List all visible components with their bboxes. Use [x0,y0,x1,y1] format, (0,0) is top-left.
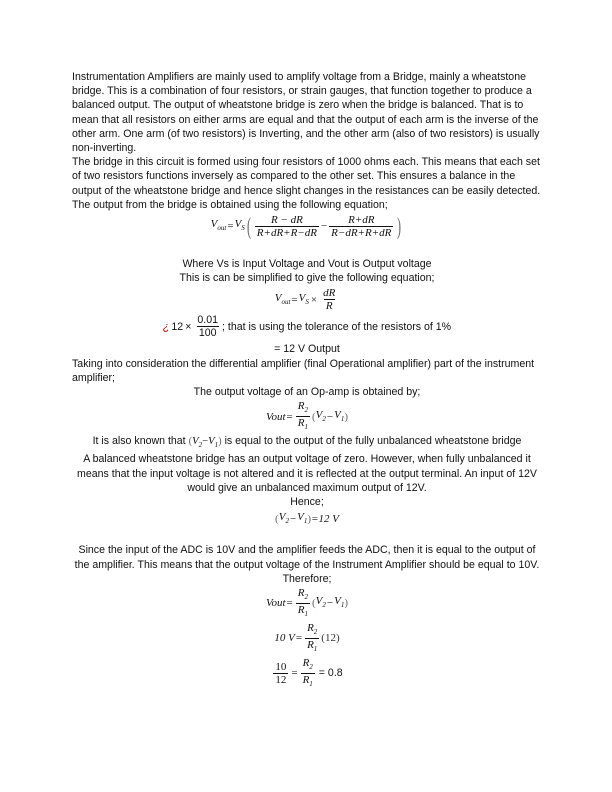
simplified-line: This is can be simplified to give the following equation; [179,272,435,285]
where-line: Where Vs is Input Voltage and Vout is Output voltage [182,258,432,271]
hence-line: Hence; [290,496,324,509]
output-12v: = 12 V Output [274,343,340,356]
ratio-equation: $\frac{10}{12}$ = $\frac{R_2}{R_1}$ = 0.8 [275,657,343,689]
intro-paragraph: Instrumentation Amplifiers are mainly used to amplify voltage from a Bridge, mainly a wheatstone bridge. This is a combination of four resistors, or strain gauges, that function together to produce a balanced output. The output of wheatstone bridge is zero when the bridge is balanced. That is to mean that all resistors on either arms are equal and that the output of each arm is the inverse of the other arm. One arm (of two resistors) is Inverting, and the other arm (also of two resistors) is usually non-inverting. [72,71,540,155]
tolerance-line: ¿ 12 × $\frac{0.01}{100}$ ; that is using the tolerance of the resistors of 1% [162,314,452,340]
simplified-equation: $V_{out}$ = $V_S$ × $\frac{dR}{R}$ [274,287,336,313]
difference-equation: ( $V_2$ − $V_1$ ) =12 V [275,511,339,526]
bridge-output-equation: $V_{out}$ = $V_S$ ( $\frac{R - dR}{R+dR+R-dR}$ − $\frac{R+dR}{R-dR+R+dR}$ ) [210,213,402,240]
bridge-paragraph: The bridge in this circuit is formed using four resistors of 1000 ohms each. This means that each set of two resistors functions inversely as compared to the other set. This ensures a balance in the output of the wheatstone bridge and hence slight changes in the resistances can be easily detected. The output from the bridge is obtained using the following equation; [72,156,541,211]
taking-paragraph: Taking into consideration the differential amplifier (final Operational amplifier) part of the instrument amplifier; [72,357,535,384]
ten-volt-equation: 10 V = $\frac{R_2}{R_1}$ (12) [274,622,340,654]
balanced-paragraph: A balanced wheatstone bridge has an output voltage of zero. However, when fully unbalanced it means that the input voltage is not altered and it is reflected at the output terminal. An input of 12V would give an unbalanced maximum output of 12V. [77,453,537,494]
opamp-line: The output voltage of an Op-amp is obtained by; [193,386,421,399]
fraction-2: $\frac{R+dR}{R-dR+R+dR}$ [331,214,392,240]
opamp-equation: Vout = $\frac{R_2}{R_1}$ ( $V_2$ − $V_1$ ) [265,400,349,432]
document-body [72,70,542,692]
fraction-1: $\frac{R - dR}{R+dR+R-dR}$ [256,214,317,240]
known-line: It is also known that $(V_2-V_1)$ is equal to the output of the fully unbalanced wheatstone bridge [92,435,522,450]
adc-paragraph: Since the input of the ADC is 10V and the amplifier feeds the ADC, then it is equal to the output of the amplifier. This means that the output voltage of the Instrument Amplifier should be equal to 10V. Therefore; [74,544,540,585]
vout-equation: Vout = $\frac{R_2}{R_1}$ ( $V_2$ − $V_1$ ) [265,587,349,619]
